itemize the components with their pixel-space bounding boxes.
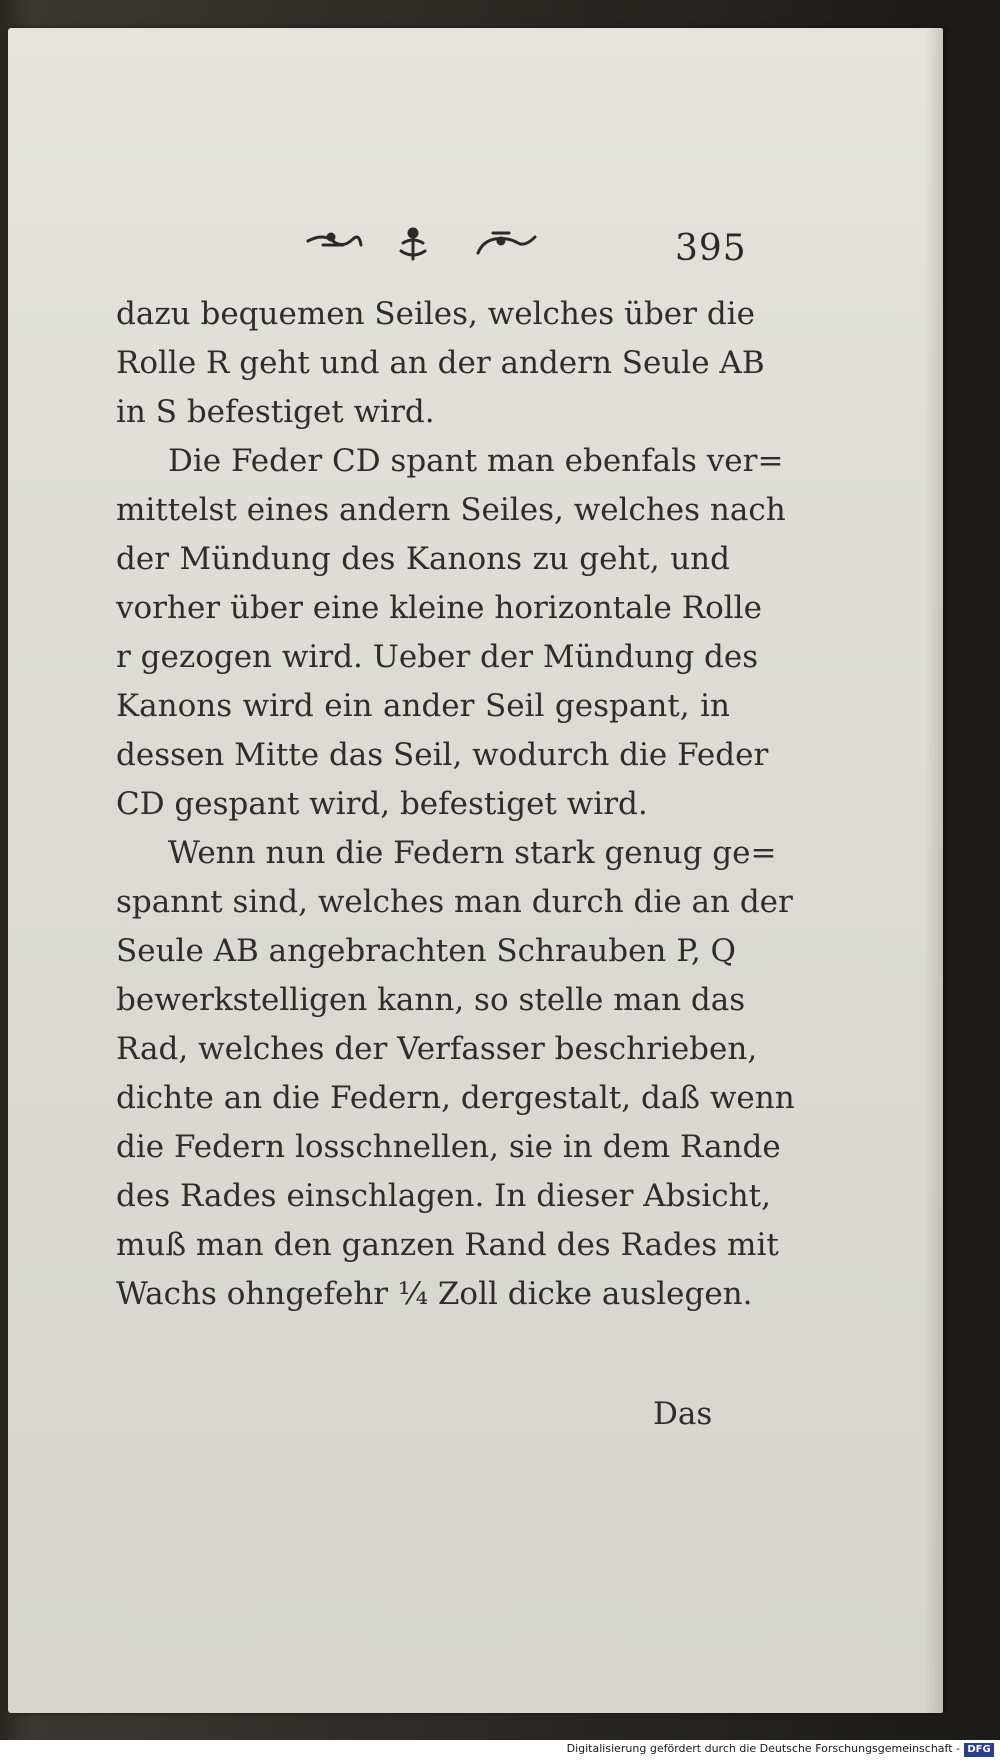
- text-line: muß man den ganzen Rand des Rades mit: [116, 1227, 779, 1263]
- text-line: dazu bequemen Seiles, welches über die: [116, 296, 755, 332]
- footer-credit: Digitalisierung gefördert durch die Deutsche Forschungsgemeinschaft -: [566, 1742, 960, 1755]
- text-line: mittelst eines andern Seiles, welches nach: [116, 492, 786, 528]
- text-line: bewerkstelligen kann, so stelle man das: [116, 982, 746, 1018]
- body-text: [116, 290, 795, 1319]
- text-line: Seule AB angebrachten Schrauben P, Q: [116, 933, 736, 969]
- text-line: Wenn nun die Federn stark genug ge=: [168, 835, 777, 871]
- text-line: dichte an die Federn, dergestalt, daß wenn: [116, 1080, 795, 1116]
- text-line: des Rades einschlagen. In dieser Absicht,: [116, 1178, 771, 1214]
- paragraph-2: [116, 437, 786, 829]
- digitization-footer: [0, 1740, 1000, 1760]
- text-line: in S befestiget wird.: [116, 394, 435, 430]
- paragraph-1: [116, 290, 765, 437]
- paragraph-3: [116, 829, 795, 1319]
- catchword: Das: [653, 1396, 713, 1432]
- text-line: Kanons wird ein ander Seil gespant, in: [116, 688, 730, 724]
- text-line: vorher über eine kleine horizontale Rolle: [116, 590, 762, 626]
- text-line: dessen Mitte das Seil, wodurch die Feder: [116, 737, 769, 773]
- text-line: der Mündung des Kanons zu geht, und: [116, 541, 730, 577]
- book-page: [8, 28, 943, 1713]
- page-number: 395: [675, 228, 747, 269]
- text-line: Rolle R geht und an der andern Seule AB: [116, 345, 765, 381]
- text-line: die Federn losschnellen, sie in dem Rande: [116, 1129, 781, 1165]
- text-line: CD gespant wird, befestiget wird.: [116, 786, 648, 822]
- dfg-logo: DFG: [964, 1743, 994, 1757]
- text-line: Rad, welches der Verfasser beschrieben,: [116, 1031, 758, 1067]
- text-line: Die Feder CD spant man ebenfals ver=: [168, 443, 784, 479]
- text-line: r gezogen wird. Ueber der Mündung des: [116, 639, 759, 675]
- page-header: [108, 223, 747, 273]
- fleuron-ornament-icon: [303, 223, 553, 263]
- text-line: Wachs ohngefehr ¼ Zoll dicke auslegen.: [116, 1276, 753, 1312]
- text-line: spannt sind, welches man durch die an der: [116, 884, 793, 920]
